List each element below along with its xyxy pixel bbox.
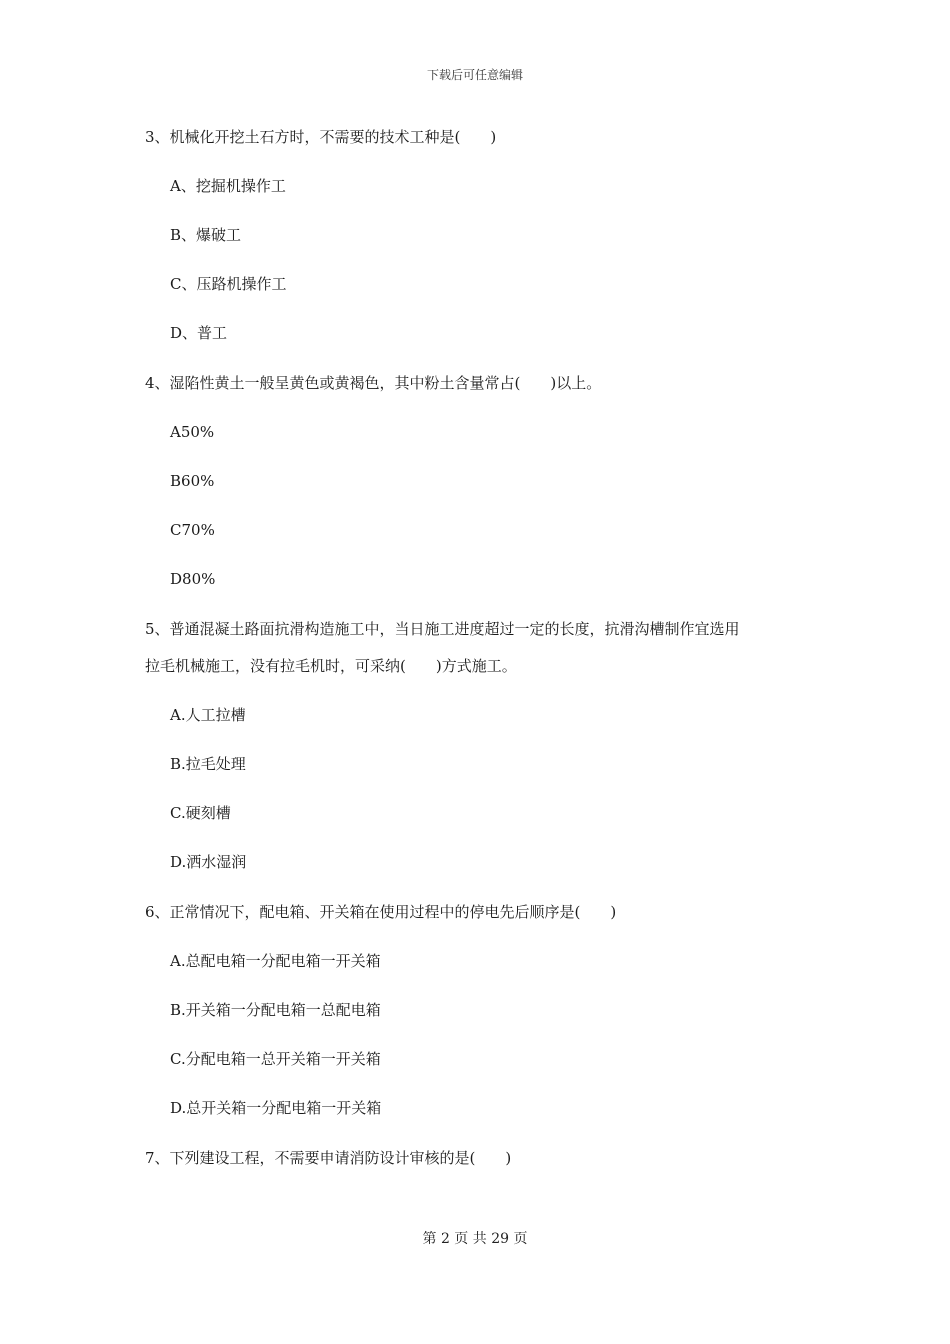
question-4-option-b: B60%	[170, 472, 215, 490]
question-5-option-d: D.洒水湿润	[170, 853, 247, 871]
question-6-stem: 6、正常情况下，配电箱、开关箱在使用过程中的停电先后顺序是( )	[145, 903, 617, 921]
question-5-stem-continued: 拉毛机械施工，没有拉毛机时，可采纳( )方式施工。	[145, 657, 517, 675]
question-6-option-c: C.分配电箱一总开关箱一开关箱	[170, 1050, 381, 1068]
question-3-stem: 3、机械化开挖土石方时，不需要的技术工种是( )	[145, 128, 497, 146]
question-5-option-c: C.硬刻槽	[170, 804, 231, 822]
question-5-stem: 5、普通混凝土路面抗滑构造施工中，当日施工进度超过一定的长度，抗滑沟槽制作宜选用	[145, 620, 740, 638]
page-header: 下载后可任意编辑	[426, 68, 523, 82]
question-3-option-c: C、压路机操作工	[170, 275, 287, 293]
question-3-option-d: D、普工	[170, 324, 228, 342]
question-7-stem: 7、下列建设工程，不需要申请消防设计审核的是( )	[145, 1149, 512, 1167]
question-3-option-a: A、挖掘机操作工	[170, 177, 286, 195]
question-4-option-c: C70%	[170, 521, 215, 539]
question-6-option-b: B.开关箱一分配电箱一总配电箱	[170, 1001, 381, 1019]
question-6-option-d: D.总开关箱一分配电箱一开关箱	[170, 1099, 382, 1117]
question-4-stem: 4、湿陷性黄土一般呈黄色或黄褐色，其中粉土含量常占( )以上。	[145, 374, 602, 392]
question-6-option-a: A.总配电箱一分配电箱一开关箱	[170, 952, 381, 970]
page-footer: 第 2 页 共 29 页	[422, 1231, 528, 1247]
question-3-option-b: B、爆破工	[170, 226, 242, 244]
question-5-option-b: B.拉毛处理	[170, 755, 246, 773]
question-5-option-a: A.人工拉槽	[170, 706, 246, 724]
question-4-option-d: D80%	[170, 570, 216, 588]
question-4-option-a: A50%	[170, 423, 215, 441]
